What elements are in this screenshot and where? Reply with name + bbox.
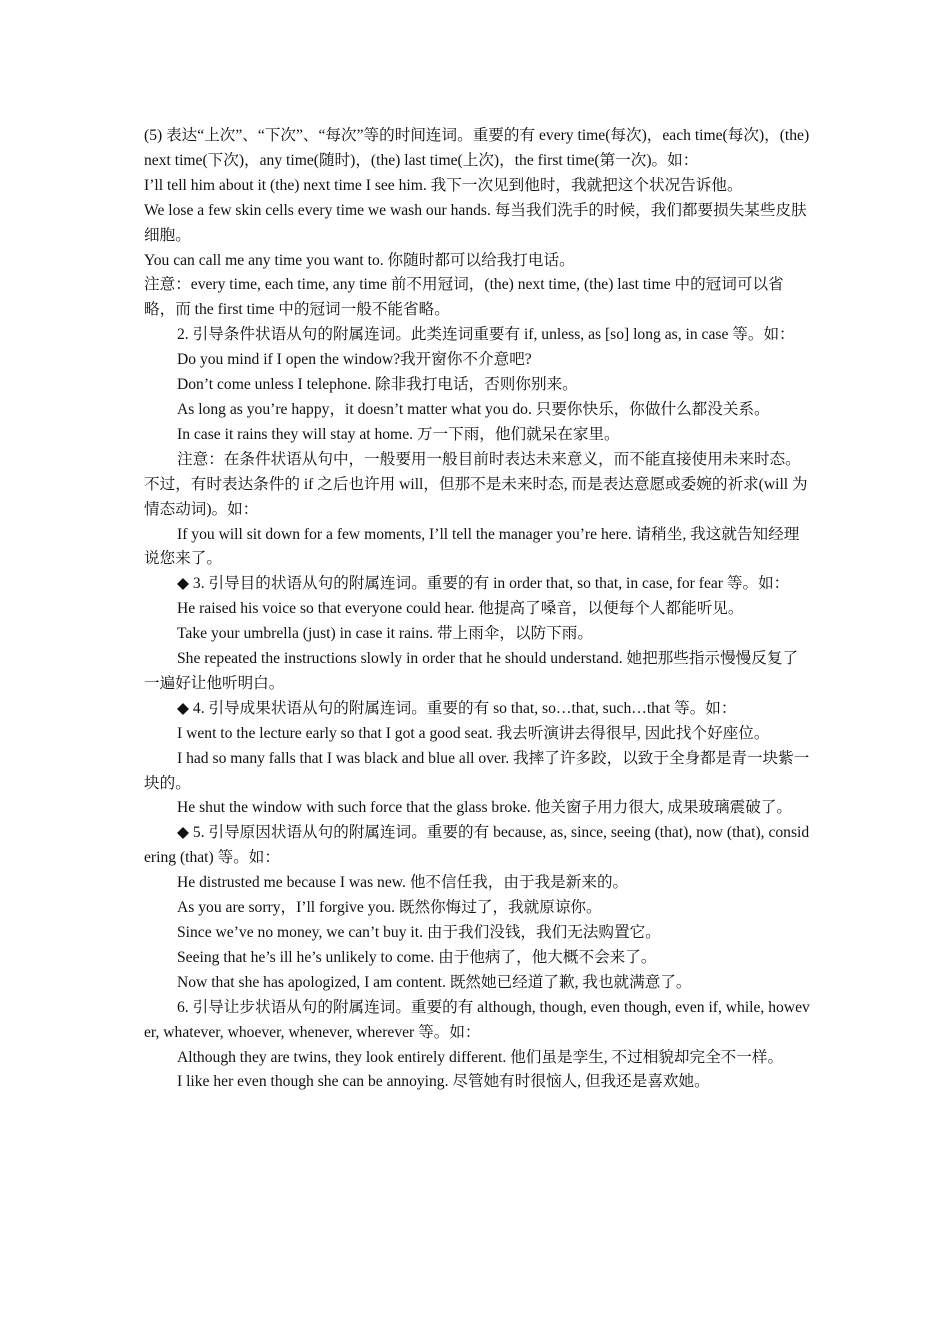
paragraph-time-conjunctions: (5) 表达“上次”、“下次”、“每次”等的时间连词。重要的有 every time(每次)，each time(每次)，(the) next time(下次)，any time(随时)，(the) last time(上次)，the first time(第一次)。如： xyxy=(144,127,810,169)
example-sentence: I went to the lecture early so that I got a good seat. 我去听演讲去得很早, 因此找个好座位。 xyxy=(177,724,770,742)
example-sentence: If you will sit down for a few moments, I’ll tell the manager you’re here. 请稍坐, 我这就告知经理说您来了。 xyxy=(144,525,800,568)
example-sentence: Take your umbrella (just) in case it rains. 带上雨伞，以防下雨。 xyxy=(177,625,593,643)
example-sentence: Although they are twins, they look entirely different. 他们虽是孪生, 不过相貌却完全不一样。 xyxy=(177,1048,784,1066)
example-sentence: I had so many falls that I was black and blue all over. 我摔了许多跤，以致于全身都是青一块紫一块的。 xyxy=(144,749,810,792)
example-sentence: I’ll tell him about it (the) next time I see him. 我下一次见到他时，我就把这个状况告诉他。 xyxy=(144,176,743,194)
example-sentence: Seeing that he’s ill he’s unlikely to come. 由于他病了，他大概不会来了。 xyxy=(177,948,657,966)
example-sentence: He shut the window with such force that the glass broke. 他关窗子用力很大, 成果玻璃震破了。 xyxy=(177,799,793,817)
example-sentence: You can call me any time you want to. 你随时都可以给我打电话。 xyxy=(144,251,575,269)
example-sentence: We lose a few skin cells every time we wash our hands. 每当我们洗手的时候，我们都要损失某些皮肤细胞。 xyxy=(144,201,807,244)
paragraph-condition-conjunctions: 2. 引导条件状语从句的附属连词。此类连词重要有 if, unless, as [so] long as, in case 等。如： xyxy=(177,326,795,344)
example-sentence: Do you mind if I open the window?我开窗你不介意吧? xyxy=(177,351,532,369)
paragraph-concession-conjunctions: 6. 引导让步状语从句的附属连词。重要的有 although, though, even though, even if, while, however, whatever, whoever, whenever, wherever 等。如： xyxy=(144,998,810,1041)
note-paragraph: 注意：在条件状语从句中，一般要用一般目前时表达未来意义，而不能直接使用未来时态。不过，有时表达条件的 if 之后也许用 will，但那不是未来时态, 而是表达意愿或委婉的祈求(will 为情态动词)。如： xyxy=(144,450,808,518)
example-sentence: In case it rains they will stay at home. 万一下雨，他们就呆在家里。 xyxy=(177,425,620,443)
example-sentence: He distrusted me because I was new. 他不信任我，由于我是新来的。 xyxy=(177,874,629,892)
note-paragraph: 注意：every time, each time, any time 前不用冠词，(the) next time, (the) last time 中的冠词可以省略，而 the first time 中的冠词一般不能省略。 xyxy=(144,276,784,319)
paragraph-reason-conjunctions: ◆ 5. 引导原因状语从句的附属连词。重要的有 because, as, since, seeing (that), now (that), considering (that) 等。如： xyxy=(144,824,810,867)
example-sentence: Now that she has apologized, I am content. 既然她已经道了歉, 我也就满意了。 xyxy=(177,973,692,991)
document-body xyxy=(144,124,810,1095)
example-sentence: Since we’ve no money, we can’t buy it. 由于我们没钱，我们无法购置它。 xyxy=(177,924,661,941)
example-sentence: As long as you’re happy，it doesn’t matter what you do. 只要你快乐，你做什么都没关系。 xyxy=(177,400,770,418)
example-sentence: I like her even though she can be annoying. 尽管她有时很恼人, 但我还是喜欢她。 xyxy=(177,1073,710,1091)
example-sentence: As you are sorry，I’ll forgive you. 既然你悔过了，我就原谅你。 xyxy=(177,899,602,917)
example-sentence: He raised his voice so that everyone could hear. 他提高了嗓音，以便每个人都能听见。 xyxy=(177,600,744,618)
paragraph-purpose-conjunctions: ◆ 3. 引导目的状语从句的附属连词。重要的有 in order that, so that, in case, for fear 等。如： xyxy=(177,575,790,593)
example-sentence: Don’t come unless I telephone. 除非我打电话，否则你别来。 xyxy=(177,376,578,394)
paragraph-result-conjunctions: ◆ 4. 引导成果状语从句的附属连词。重要的有 so that, so…that, such…that 等。如： xyxy=(177,699,737,717)
example-sentence: She repeated the instructions slowly in order that he should understand. 她把那些指示慢慢反复了一遍好让他听明白。 xyxy=(144,650,799,692)
